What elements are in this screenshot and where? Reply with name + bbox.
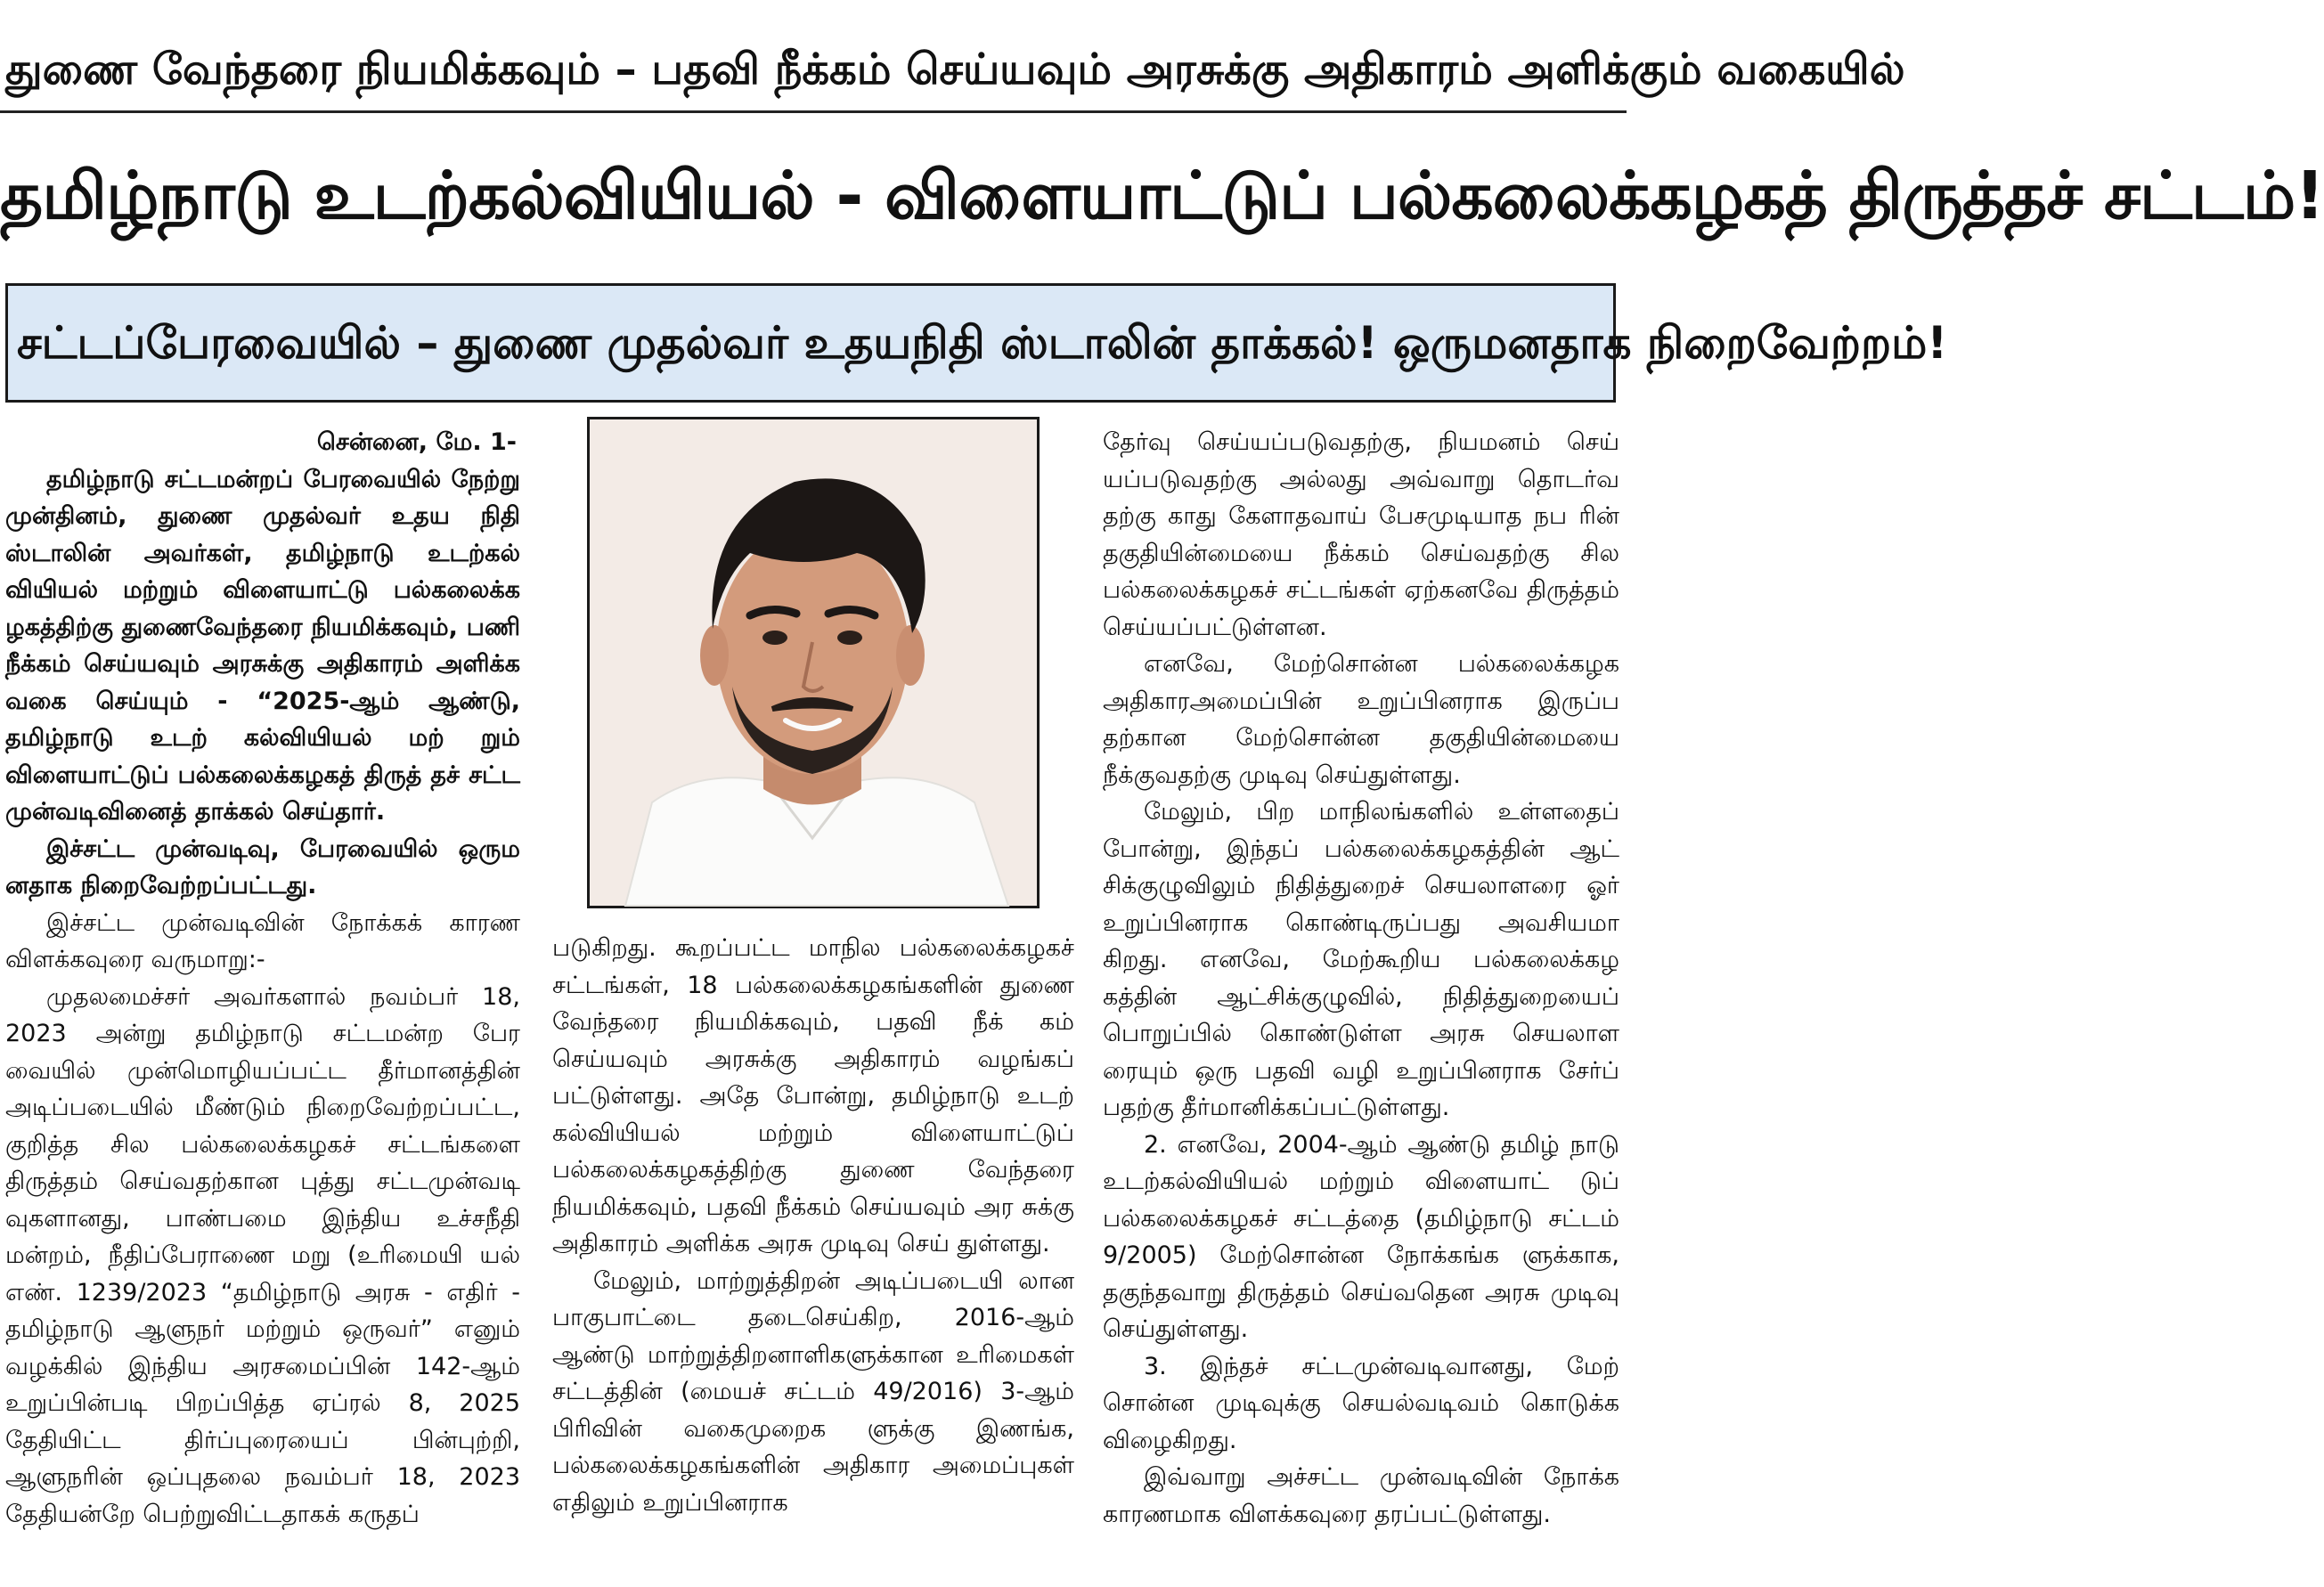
- main-headline: தமிழ்நாடு உடற்கல்வியியல் - விளையாட்டுப் பல்கலைக்கழகத் திருத்தச் சட்டம்!: [0, 158, 2324, 234]
- kicker-headline: துணை வேந்தரை நியமிக்கவும் – பதவி நீக்கம் செய்யவும் அரசுக்கு அதிகாரம் அளிக்கும் வகையில்: [5, 45, 1905, 94]
- paragraph: மேலும், பிற மாநிலங்களில் உள்ளதைப் போன்று, இந்தப் பல்கலைக்கழகத்தின் ஆட் சிக்குழுவிலும் நிதித்துறைச் செயலாளரை ஓர் உறுப்பினராக கொண்டிருப்பது அவசியமா கிறது. எனவே, மேற்கூறிய பல்கலைக்கழ கத்தின் ஆட்சிக்குழுவில், நிதித்துறையைப் பொறுப்பில் கொண்டுள்ள அரசு செயலாள ரையும் ஒரு பதவி வழி உறுப்பினராக சேர்ப் பதற்கு தீர்மானிக்கப்பட்டுள்ளது.: [1103, 798, 1619, 1121]
- paragraph: தேர்வு செய்யப்படுவதற்கு, நியமனம் செய் யப்படுவதற்கு அல்லது அவ்வாறு தொடர்வ தற்கு காது கேளாதவாய் பேசமுடியாத நப ரின் தகுதியின்மையை நீக்கம் செய்வதற்கு சில பல்கலைக்கழகச் சட்டங்கள் ஏற்கனவே திருத்தம் செய்யப்பட்டுள்ளன.: [1103, 428, 1619, 641]
- paragraph: படுகிறது. கூறப்பட்ட மாநில பல்கலைக்கழகச் சட்டங்கள், 18 பல்கலைக்கழகங்களின் துணை வேந்தரை நியமிக்கவும், பதவி நீக் கம் செய்யவும் அரசுக்கு அதிகாரம் வழங்கப் பட்டுள்ளது. அதே போன்று, தமிழ்நாடு உடற் கல்வியியல் மற்றும் விளையாட்டுப் பல்கலைக்கழகத்திற்கு துணை வேந்தரை நியமிக்கவும், பதவி நீக்கம் செய்யவும் அர சுக்கு அதிகாரம் அளிக்க அரசு முடிவு செய் துள்ளது.: [552, 934, 1074, 1257]
- paragraph: இவ்வாறு அச்சட்ட முன்வடிவின் நோக்க காரணமாக விளக்கவுரை தரப்பட்டுள்ளது.: [1103, 1463, 1619, 1528]
- sub-headline: சட்டப்பேரவையில் – துணை முதல்வர் உதயநிதி ஸ்டாலின் தாக்கல்! ஒருமனதாக நிறைவேற்றம்!: [5, 283, 1616, 403]
- portrait-photo: [587, 417, 1040, 908]
- paragraph: இச்சட்ட முன்வடிவின் நோக்கக் காரண விளக்கவுரை வருமாறு:-: [5, 908, 520, 973]
- paragraph: தமிழ்நாடு சட்டமன்றப் பேரவையில் நேற்று முன்தினம், துணை முதல்வர் உதய நிதி ஸ்டாலின் அவர்கள், தமிழ்நாடு உடற்கல் வியியல் மற்றும் விளையாட்டு பல்கலைக்க ழகத்திற்கு துணைவேந்தரை நியமிக்கவும், பணி நீக்கம் செய்யவும் அரசுக்கு அதிகாரம் அளிக்க வகை செய்யும் - “2025-ஆம் ஆண்டு, தமிழ்நாடு உடற் கல்வியியல் மற் றும் விளையாட்டுப் பல்கலைக்கழகத் திருத் தச் சட்ட முன்வடிவினைத் தாக்கல் செய்தார்.: [5, 465, 520, 826]
- paragraph: மேலும், மாற்றுத்திறன் அடிப்படையி லான பாகுபாட்டை தடைசெய்கிற, 2016-ஆம் ஆண்டு மாற்றுத்திறனாளிகளுக்கான உரிமைகள் சட்டத்தின் (மையச் சட்டம் 49/2016) 3-ஆம் பிரிவின் வகைமுறைக ளுக்கு இணங்க, பல்கலைக்கழகங்களின் அதிகார அமைப்புகள் எதிலும் உறுப்பினராக: [552, 1266, 1074, 1517]
- article-column-2: [552, 930, 1074, 1580]
- portrait-illustration: [590, 419, 1037, 906]
- dateline: சென்னை, மே. 1-: [316, 428, 517, 456]
- divider: [0, 110, 1627, 113]
- paragraph: 3. இந்தச் சட்டமுன்வடிவானது, மேற் சொன்ன முடிவுக்கு செயல்வடிவம் கொடுக்க விழைகிறது.: [1103, 1352, 1619, 1454]
- article-column-1: [5, 424, 520, 1582]
- article-column-3: [1103, 424, 1619, 1582]
- paragraph: முதலமைச்சர் அவர்களால் நவம்பர் 18, 2023 அன்று தமிழ்நாடு சட்டமன்ற பேர வையில் முன்மொழியப்பட்ட தீர்மானத்தின் அடிப்படையில் மீண்டும் நிறைவேற்றப்பட்ட, குறித்த சில பல்கலைக்கழகச் சட்டங்களை திருத்தம் செய்வதற்கான புத்து சட்டமுன்வடி வுகளானது, பாண்பமை இந்திய உச்சநீதி மன்றம், நீதிப்பேராணை மறு (உரிமையி யல் எண். 1239/2023 “தமிழ்நாடு அரசு - எதிர் - தமிழ்நாடு ஆளுநர் மற்றும் ஒருவர்” எனும் வழக்கில் இந்திய அரசமைப்பின் 142-ஆம் உறுப்பின்படி பிறப்பித்த ஏப்ரல் 8, 2025 தேதியிட்ட திர்ப்புரையைப் பின்புற்றி, ஆளுநரின் ஒப்புதலை நவம்பர் 18, 2023 தேதியன்றே பெற்றுவிட்டதாகக் கருதப்: [5, 982, 520, 1528]
- paragraph: எனவே, மேற்சொன்ன பல்கலைக்கழக அதிகாரஅமைப்பின் உறுப்பினராக இருப்ப தற்கான மேற்சொன்ன தகுதியின்மையை நீக்குவதற்கு முடிவு செய்துள்ளது.: [1103, 650, 1619, 789]
- paragraph: 2. எனவே, 2004-ஆம் ஆண்டு தமிழ் நாடு உடற்கல்வியியல் மற்றும் விளையாட் டுப் பல்கலைக்கழகச் சட்டத்தை (தமிழ்நாடு சட்டம் 9/2005) மேற்சொன்ன நோக்கங்க ளுக்காக, தகுந்தவாறு திருத்தம் செய்வதென அரசு முடிவு செய்துள்ளது.: [1103, 1130, 1619, 1343]
- paragraph: இச்சட்ட முன்வடிவு, பேரவையில் ஒரும னதாக நிறைவேற்றப்பட்டது.: [5, 834, 520, 899]
